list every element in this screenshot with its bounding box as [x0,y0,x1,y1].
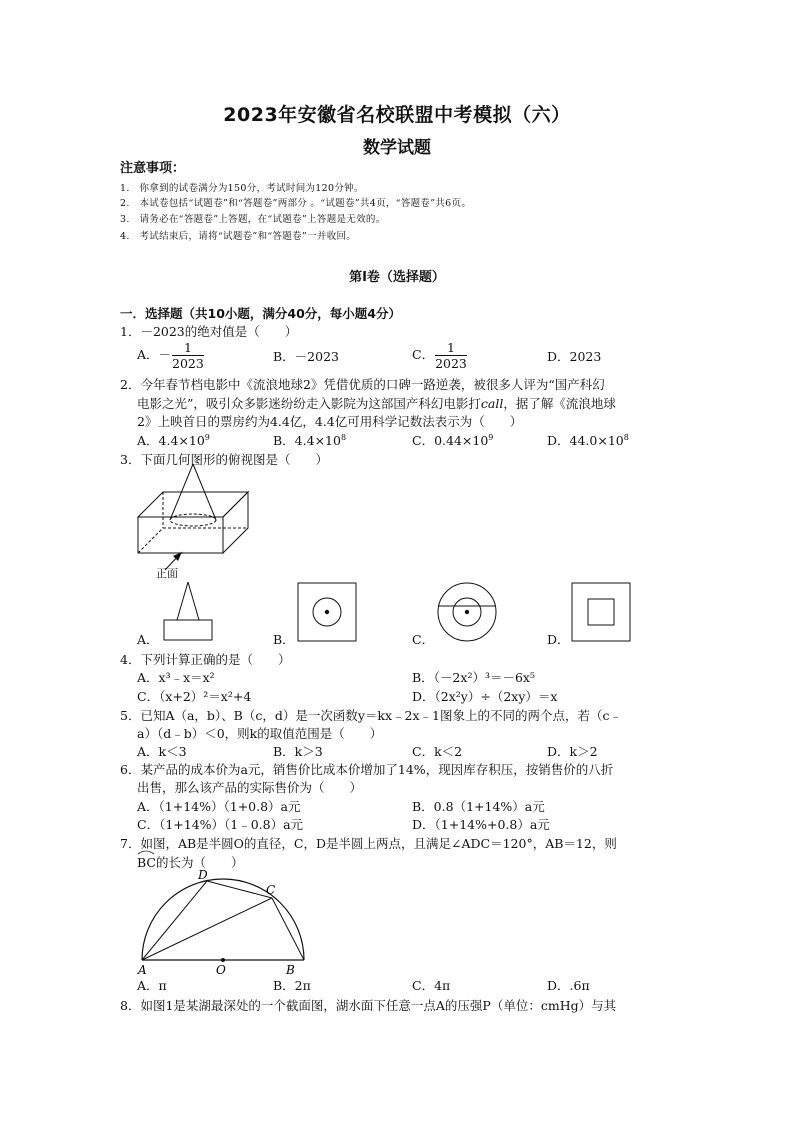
q1-option-c: C． $\frac{1}{2023}$ [412,340,467,371]
q4-option-c: C．（x+2）²＝x²+4 [137,689,252,704]
fraction: $\frac{1}{2023}$ [172,340,204,371]
exam-title: 2023年安徽省名校联盟中考模拟（六） [223,104,571,126]
fraction: $\frac{1}{2023}$ [435,340,467,371]
front-view-label: 正面 [156,567,178,580]
q3-option-a: A． [137,632,159,647]
note-item: 3. 请务必在“答题卷”上答题，在“试题卷”上答题是无效的。 [120,214,386,225]
q3-option-a-figure [160,580,220,642]
q5-line: 5．已知A（a，b）、B（c，d）是一次函数y＝kx﹣2x﹣1图象上的不同的两个点，若（c﹣ [120,708,623,723]
point-label-a: A [138,963,147,977]
note-item: 1. 你拿到的试卷满分为150分，考试时间为120分钟。 [120,183,364,194]
exam-subtitle: 数学试题 [363,138,431,158]
q3-option-c: C． [412,632,435,647]
q4-option-d: D．（2x²y）÷（2xy）＝x [412,689,558,704]
q6-line: 6．某产品的成本价为a元，销售价比成本价增加了14%，现因库存积压，按销售价的八折 [120,762,614,777]
q7-option-d: D．.6π [547,978,590,993]
q6-option-c: C．（1+14%）（1﹣0.8）a元 [137,817,304,832]
q7-arc-mark [137,849,157,855]
volume-heading: 第Ⅰ卷（选择题） [349,270,445,285]
q3-solid-figure [130,462,260,582]
q4-option-a: A．x³﹣x＝x² [137,670,215,685]
q3-option-b-figure [297,582,359,644]
q6-option-a: A．（1+14%）（1+0.8）a元 [137,799,301,814]
point-label-o: O [216,963,226,977]
q3-stem: 3．下面几何图形的俯视图是（ ） [120,452,328,467]
note-item: 4. 考试结束后，请将“试题卷”和“答题卷”一并收回。 [120,231,357,242]
q1-option-b: B．－2023 [273,349,339,364]
q5-option-a: A．k＜3 [137,744,187,759]
q7-option-b: B．2π [273,978,311,993]
q6-option-d: D．（1+14%+0.8）a元 [412,817,550,832]
q3-option-d: D． [547,632,570,647]
q2-option-c: C．$0.44\times 10^9$ [412,432,494,448]
q6-line: 出售，那么该产品的实际售价为（ ） [137,780,363,795]
point-label-b: B [286,963,295,977]
point-label-c: C [266,883,276,897]
q5-option-c: C．k＜2 [412,744,463,759]
q6-option-b: B．0.8（1+14%）a元 [412,799,545,814]
q1-option-d: D．2023 [547,349,602,364]
q2-line: 电影之光”，吸引众多影迷纷纷走入影院为这部国产科幻电影打call，据了解《流浪地球 [137,396,616,411]
q4-option-b: B．（－2x²）³＝－6x⁵ [412,670,535,685]
section-heading: 一．选择题（共10小题，满分40分，每小题4分） [120,306,401,321]
q7-option-a: A．π [137,978,167,993]
q2-line: 2》上映首日的票房约为4.4亿，4.4亿可用科学记数法表示为（ ） [137,414,523,429]
q7-semicircle-figure [130,866,310,978]
q2-line: 2．今年春节档电影中《流浪地球2》凭借优质的口碑一路逆袭，被很多人评为“国产科幻 [120,377,605,392]
q3-option-d-figure [571,582,633,644]
q2-option-b: B．$4.4\times 10^8$ [273,432,347,448]
q1-stem: 1．－2023的绝对值是（ ） [120,324,298,339]
q5-option-b: B．k＞3 [273,744,323,759]
q3-option-b: B． [273,632,295,647]
q2-option-a: A．$4.4\times 10^9$ [137,432,210,448]
q5-option-d: D．k＞2 [547,744,598,759]
notes-heading: 注意事项： [120,161,186,176]
q2-option-d: D．$44.0\times 10^8$ [547,432,629,448]
q5-line: a）（d﹣b）＜0，则k的取值范围是（ ） [137,726,383,741]
q1-option-a: A．－ $\frac{1}{2023}$ [137,340,204,371]
note-item: 2. 本试卷包括“试题卷”和“答题卷”两部分 。“试题卷”共4页，“答题卷”共6页。 [120,198,472,209]
q7-option-c: C．4π [412,978,451,993]
q7-line: 7．如图，AB是半圆O的直径，C，D是半圆上两点，且满足∠ADC＝120°，AB＝12，则 [120,836,617,851]
q8-line: 8．如图1是某湖最深处的一个截面图，湖水面下任意一点A的压强P（单位：cmHg）与其 [120,998,617,1013]
point-label-d: D [198,868,208,882]
q3-option-c-figure [437,580,499,644]
q7-line: BC的长为（ ） [137,855,244,870]
q4-stem: 4．下列计算正确的是（ ） [120,652,291,667]
